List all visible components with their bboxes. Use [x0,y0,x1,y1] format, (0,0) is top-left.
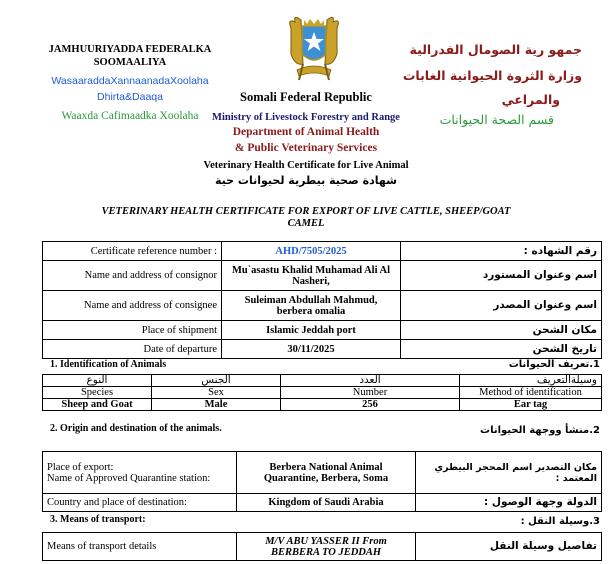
left-title-line2: SOOMAALIYA [93,57,167,68]
info-value: Suleiman Abdullah Mahmud, berbera omalia [222,291,401,321]
export-label-line1: Place of export: [47,461,114,473]
animals-data-row [43,399,602,411]
dest-value: Kingdom of Saudi Arabia [237,494,416,512]
dest-label-ar: الدولة وجهة الوصول : [416,494,602,512]
header-sex-ar: الجنس [152,375,281,387]
header-method-ar: وسيلةالتعريف [460,375,602,387]
dest-label: Country and place of destination: [43,494,237,512]
info-label-ar: تاريخ الشحن [401,340,602,359]
transport-value-line1: M/V ABU YASSER II From [265,535,387,547]
transport-label-ar: تفاصيل وسيلة النقل [416,533,602,561]
certificate-info-table [42,241,602,359]
title-line2: CAMEL [287,218,325,229]
export-label [43,452,237,494]
info-row-shipment [43,321,602,340]
section3-title-ar: 3.وسيلة النقل : [520,516,600,527]
department-line2: & Public Veterinary Services [234,142,378,154]
transport-value [237,533,416,561]
header-method: Method of identification [460,387,602,399]
republic-name: Somali Federal Republic [240,90,372,104]
animals-table [42,374,602,411]
info-row-reference [43,242,602,261]
origin-table [42,451,602,512]
transport-label: Means of transport details [43,533,237,561]
info-label-ar: اسم وعنوان المستورد [401,261,602,291]
info-label-ar: مكان الشحن [401,321,602,340]
info-label: Date of departure [43,340,222,359]
left-ministry-line2: Dhirta&Daaqa [97,91,163,103]
section1-title: 1. Identification of Animals [50,359,167,370]
origin-destination-row [43,494,602,512]
section2-title: 2. Origin and destination of the animals. [50,423,222,434]
left-title-line1: JAMHUURIYADDA FEDERALKA [48,44,212,55]
origin-export-row [43,452,602,494]
department-line1: Department of Animal Health [232,126,380,138]
cell-sex: Male [152,399,281,411]
cell-number: 256 [281,399,460,411]
right-ministry-ar-line1: وزارة الثروة الحيوانية الغابات [402,68,582,83]
header-species: Species [43,387,152,399]
right-ministry-ar-line2: والمراعي [501,92,560,107]
right-department-ar: قسم الصحة الحيوانات [439,112,554,127]
title-line1: VETERINARY HEALTH CERTIFICATE FOR EXPORT OF LIVE CATTLE, SHEEP/GOAT [101,206,511,217]
left-department: Waaxda Cafimaadka Xoolaha [61,110,199,122]
info-row-consignor [43,261,602,291]
certificate-type: Veterinary Health Certificate for Live Animal [203,160,409,171]
certificate-type-ar: شهادة صحية بيطرية لحيوانات حية [215,174,397,187]
export-label-line2: Name of Approved Quarantine station: [47,472,211,484]
transport-row [43,533,602,561]
header-species-ar: النوع [43,375,152,387]
info-row-consignee [43,291,602,321]
info-label: Certificate reference number : [43,242,222,261]
section2-title-ar: 2.منشأ ووجهة الحيوانات [480,425,600,436]
info-label: Name and address of consignor [43,261,222,291]
info-label-ar: اسم وعنوان المصدر [401,291,602,321]
section1-title-ar: 1.تعريف الحيوانات [508,359,600,370]
right-republic-ar: جمهو رية الصومال الفدرالية [409,42,582,57]
animals-header-row [43,387,602,399]
info-label: Name and address of consignee [43,291,222,321]
coat-of-arms-emblem [283,14,345,86]
transport-table [42,532,602,561]
header-sex: Sex [152,387,281,399]
info-value: AHD/7505/2025 [222,242,401,261]
animals-header-ar-row [43,375,602,387]
document-title [36,206,576,230]
info-value: Mu`asastu Khalid Muhamad Ali Al Nasheri, [222,261,401,291]
left-ministry-line1: WasaaraddaXannaanadaXoolaha [51,75,209,87]
cell-species: Sheep and Goat [43,399,152,411]
info-row-departure [43,340,602,359]
info-label: Place of shipment [43,321,222,340]
export-value: Berbera National Animal Quarantine, Berbera, Soma [237,452,416,494]
ministry-name: Ministry of Livestock Forestry and Range [212,112,400,123]
section3-title: 3. Means of transport: [50,514,146,525]
info-label-ar: رقم الشهاده : [401,242,602,261]
cell-method: Ear tag [460,399,602,411]
info-value: Islamic Jeddah port [222,321,401,340]
export-label-ar: مكان التصدير اسم المحجر البيطري المعتمد : [416,452,602,494]
transport-value-line2: BERBERA TO JEDDAH [270,546,382,558]
header-number: Number [281,387,460,399]
header-number-ar: العدد [281,375,460,387]
info-value: 30/11/2025 [222,340,401,359]
